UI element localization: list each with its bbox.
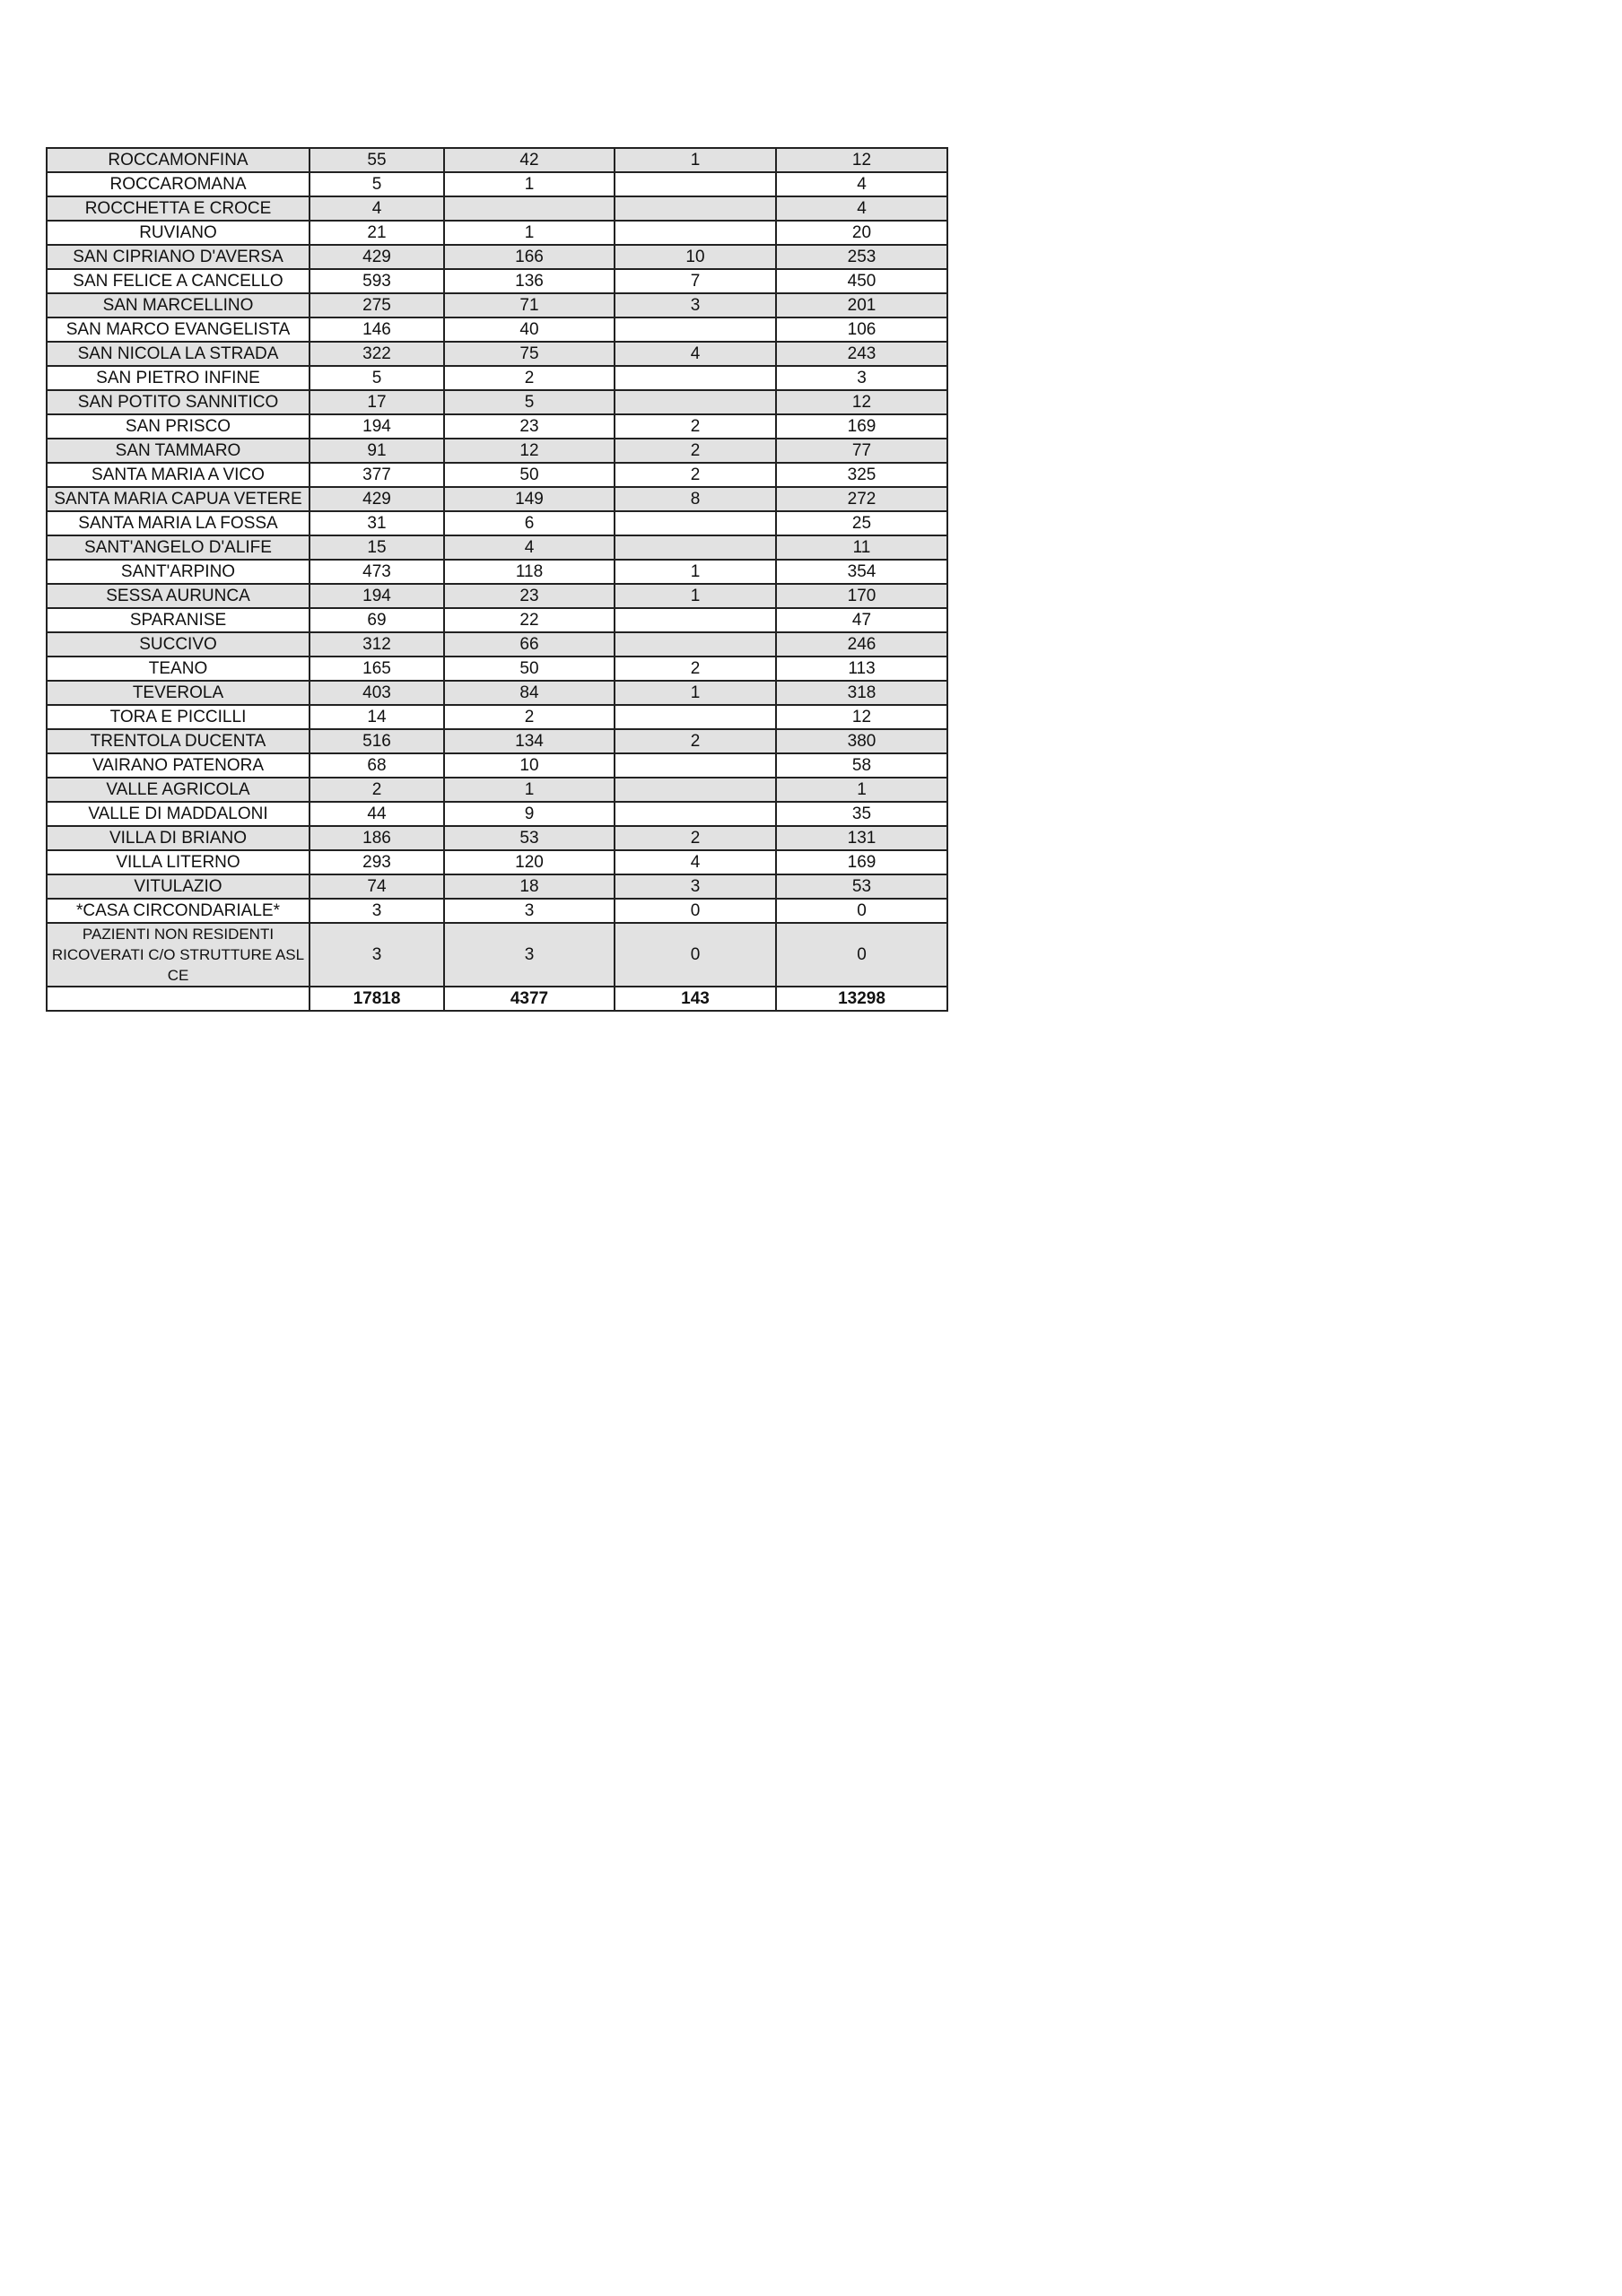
value-cell-4: 243 [776, 342, 947, 366]
value-cell-2: 66 [444, 632, 615, 657]
value-cell-2: 22 [444, 608, 615, 632]
municipality-name-cell: ROCCHETTA E CROCE [47, 196, 310, 221]
value-cell-2: 118 [444, 560, 615, 584]
table-row [47, 826, 947, 850]
value-cell-3: 2 [615, 463, 776, 487]
value-cell-4: 106 [776, 317, 947, 342]
value-cell-2: 71 [444, 293, 615, 317]
value-cell-1: 5 [310, 172, 444, 196]
value-cell-3: 2 [615, 439, 776, 463]
table-row [47, 390, 947, 414]
value-cell-4: 53 [776, 874, 947, 899]
municipality-name-cell: SAN CIPRIANO D'AVERSA [47, 245, 310, 269]
value-cell-2: 3 [444, 923, 615, 987]
value-cell-4: 272 [776, 487, 947, 511]
table-row [47, 535, 947, 560]
municipality-name-cell: SAN FELICE A CANCELLO [47, 269, 310, 293]
municipality-name-cell: SANT'ANGELO D'ALIFE [47, 535, 310, 560]
value-cell-4: 77 [776, 439, 947, 463]
value-cell-1: 15 [310, 535, 444, 560]
value-cell-3: 7 [615, 269, 776, 293]
value-cell-1: 17 [310, 390, 444, 414]
value-cell-2: 9 [444, 802, 615, 826]
value-cell-2: 120 [444, 850, 615, 874]
value-cell-1: 55 [310, 148, 444, 172]
value-cell-1: 186 [310, 826, 444, 850]
municipality-name-cell: VILLA DI BRIANO [47, 826, 310, 850]
value-cell-1: 377 [310, 463, 444, 487]
table-row [47, 778, 947, 802]
value-cell-2: 3 [444, 899, 615, 923]
value-cell-3 [615, 608, 776, 632]
table-row [47, 148, 947, 172]
municipality-name-cell: SAN POTITO SANNITICO [47, 390, 310, 414]
value-cell-2: 53 [444, 826, 615, 850]
value-cell-4: 47 [776, 608, 947, 632]
value-cell-1: 3 [310, 923, 444, 987]
value-cell-4: 12 [776, 390, 947, 414]
value-cell-2: 75 [444, 342, 615, 366]
table-row [47, 196, 947, 221]
value-cell-3: 2 [615, 826, 776, 850]
municipality-name-cell: SANTA MARIA LA FOSSA [47, 511, 310, 535]
value-cell-1: 44 [310, 802, 444, 826]
total-row [47, 987, 947, 1011]
municipality-name-cell: VALLE AGRICOLA [47, 778, 310, 802]
total-value-cell-3: 143 [615, 987, 776, 1011]
value-cell-1: 429 [310, 245, 444, 269]
value-cell-1: 4 [310, 196, 444, 221]
table-row [47, 245, 947, 269]
table-row [47, 899, 947, 923]
total-value-cell-2: 4377 [444, 987, 615, 1011]
table-row [47, 366, 947, 390]
table-row [47, 560, 947, 584]
municipality-name-cell: TRENTOLA DUCENTA [47, 729, 310, 753]
value-cell-2: 2 [444, 705, 615, 729]
table-row [47, 705, 947, 729]
municipality-name-cell: SESSA AURUNCA [47, 584, 310, 608]
municipality-name-cell: TEVEROLA [47, 681, 310, 705]
value-cell-4: 380 [776, 729, 947, 753]
table-row [47, 414, 947, 439]
value-cell-4: 11 [776, 535, 947, 560]
value-cell-2: 10 [444, 753, 615, 778]
total-value-cell-1: 17818 [310, 987, 444, 1011]
value-cell-1: 403 [310, 681, 444, 705]
value-cell-2: 12 [444, 439, 615, 463]
total-value-cell-4: 13298 [776, 987, 947, 1011]
value-cell-1: 21 [310, 221, 444, 245]
value-cell-3: 2 [615, 657, 776, 681]
table-row [47, 874, 947, 899]
value-cell-1: 429 [310, 487, 444, 511]
municipality-name-cell: PAZIENTI NON RESIDENTI RICOVERATI C/O STRUTTURE ASL CE [47, 923, 310, 987]
municipality-name-cell: SPARANISE [47, 608, 310, 632]
value-cell-4: 201 [776, 293, 947, 317]
municipality-name-cell: SAN NICOLA LA STRADA [47, 342, 310, 366]
value-cell-3: 4 [615, 850, 776, 874]
value-cell-2: 42 [444, 148, 615, 172]
value-cell-1: 14 [310, 705, 444, 729]
value-cell-1: 473 [310, 560, 444, 584]
table-row [47, 221, 947, 245]
table-row [47, 608, 947, 632]
municipality-name-cell: SANT'ARPINO [47, 560, 310, 584]
table-row [47, 269, 947, 293]
value-cell-3 [615, 196, 776, 221]
value-cell-2: 1 [444, 221, 615, 245]
value-cell-3: 1 [615, 148, 776, 172]
value-cell-2: 166 [444, 245, 615, 269]
value-cell-1: 31 [310, 511, 444, 535]
value-cell-4: 169 [776, 414, 947, 439]
table-row [47, 657, 947, 681]
municipality-name-cell: VALLE DI MADDALONI [47, 802, 310, 826]
value-cell-3: 1 [615, 681, 776, 705]
value-cell-4: 253 [776, 245, 947, 269]
municipality-cases-table [46, 147, 948, 1012]
value-cell-4: 20 [776, 221, 947, 245]
value-cell-3 [615, 632, 776, 657]
value-cell-3: 3 [615, 874, 776, 899]
municipality-name-cell: *CASA CIRCONDARIALE* [47, 899, 310, 923]
municipality-name-cell: SAN TAMMARO [47, 439, 310, 463]
value-cell-1: 194 [310, 584, 444, 608]
municipality-name-cell: SANTA MARIA CAPUA VETERE [47, 487, 310, 511]
value-cell-1: 91 [310, 439, 444, 463]
table-body [47, 148, 947, 1011]
value-cell-2: 50 [444, 463, 615, 487]
municipality-name-cell: SAN PIETRO INFINE [47, 366, 310, 390]
value-cell-2: 134 [444, 729, 615, 753]
table-row [47, 802, 947, 826]
value-cell-3: 3 [615, 293, 776, 317]
value-cell-3: 2 [615, 414, 776, 439]
value-cell-2: 18 [444, 874, 615, 899]
total-label-cell [47, 987, 310, 1011]
value-cell-4: 3 [776, 366, 947, 390]
municipality-name-cell: SANTA MARIA A VICO [47, 463, 310, 487]
value-cell-1: 516 [310, 729, 444, 753]
value-cell-2: 1 [444, 778, 615, 802]
value-cell-1: 293 [310, 850, 444, 874]
municipality-name-cell: TORA E PICCILLI [47, 705, 310, 729]
value-cell-3 [615, 317, 776, 342]
table-row [47, 729, 947, 753]
value-cell-4: 246 [776, 632, 947, 657]
table-row [47, 342, 947, 366]
value-cell-1: 146 [310, 317, 444, 342]
table-row [47, 850, 947, 874]
municipality-name-cell: VAIRANO PATENORA [47, 753, 310, 778]
value-cell-1: 194 [310, 414, 444, 439]
value-cell-1: 3 [310, 899, 444, 923]
value-cell-1: 322 [310, 342, 444, 366]
table-row [47, 511, 947, 535]
value-cell-3 [615, 366, 776, 390]
municipality-name-cell: SUCCIVO [47, 632, 310, 657]
value-cell-4: 354 [776, 560, 947, 584]
value-cell-4: 0 [776, 899, 947, 923]
table-row [47, 439, 947, 463]
value-cell-1: 68 [310, 753, 444, 778]
value-cell-4: 169 [776, 850, 947, 874]
value-cell-4: 113 [776, 657, 947, 681]
table-row [47, 753, 947, 778]
value-cell-4: 325 [776, 463, 947, 487]
value-cell-2: 2 [444, 366, 615, 390]
value-cell-1: 593 [310, 269, 444, 293]
value-cell-3: 1 [615, 584, 776, 608]
municipality-name-cell: VILLA LITERNO [47, 850, 310, 874]
value-cell-4: 450 [776, 269, 947, 293]
table-row [47, 632, 947, 657]
value-cell-3: 4 [615, 342, 776, 366]
value-cell-1: 74 [310, 874, 444, 899]
municipality-name-cell: SAN PRISCO [47, 414, 310, 439]
value-cell-4: 12 [776, 148, 947, 172]
municipality-name-cell: SAN MARCO EVANGELISTA [47, 317, 310, 342]
value-cell-3 [615, 802, 776, 826]
value-cell-4: 170 [776, 584, 947, 608]
municipality-name-cell: SAN MARCELLINO [47, 293, 310, 317]
value-cell-3: 2 [615, 729, 776, 753]
value-cell-4: 131 [776, 826, 947, 850]
value-cell-4: 12 [776, 705, 947, 729]
value-cell-2: 136 [444, 269, 615, 293]
table-row [47, 172, 947, 196]
table-row [47, 681, 947, 705]
value-cell-4: 0 [776, 923, 947, 987]
table-row [47, 293, 947, 317]
value-cell-1: 312 [310, 632, 444, 657]
value-cell-2: 1 [444, 172, 615, 196]
municipality-name-cell: ROCCAROMANA [47, 172, 310, 196]
value-cell-1: 275 [310, 293, 444, 317]
value-cell-3 [615, 511, 776, 535]
value-cell-2: 84 [444, 681, 615, 705]
value-cell-3 [615, 390, 776, 414]
value-cell-3 [615, 535, 776, 560]
value-cell-3: 8 [615, 487, 776, 511]
value-cell-1: 2 [310, 778, 444, 802]
value-cell-4: 318 [776, 681, 947, 705]
value-cell-1: 69 [310, 608, 444, 632]
value-cell-4: 35 [776, 802, 947, 826]
table-row [47, 923, 947, 987]
value-cell-2: 149 [444, 487, 615, 511]
value-cell-3 [615, 172, 776, 196]
value-cell-4: 1 [776, 778, 947, 802]
table-row [47, 463, 947, 487]
value-cell-3: 1 [615, 560, 776, 584]
value-cell-4: 4 [776, 196, 947, 221]
table-row [47, 487, 947, 511]
value-cell-2 [444, 196, 615, 221]
value-cell-3 [615, 221, 776, 245]
value-cell-2: 50 [444, 657, 615, 681]
municipality-name-cell: ROCCAMONFINA [47, 148, 310, 172]
value-cell-3 [615, 778, 776, 802]
municipality-name-cell: VITULAZIO [47, 874, 310, 899]
value-cell-1: 165 [310, 657, 444, 681]
value-cell-3: 0 [615, 899, 776, 923]
value-cell-2: 23 [444, 414, 615, 439]
value-cell-2: 5 [444, 390, 615, 414]
table-row [47, 584, 947, 608]
municipality-name-cell: TEANO [47, 657, 310, 681]
value-cell-4: 58 [776, 753, 947, 778]
value-cell-1: 5 [310, 366, 444, 390]
value-cell-2: 40 [444, 317, 615, 342]
value-cell-3 [615, 753, 776, 778]
value-cell-3: 10 [615, 245, 776, 269]
value-cell-3: 0 [615, 923, 776, 987]
municipality-name-cell: RUVIANO [47, 221, 310, 245]
value-cell-4: 4 [776, 172, 947, 196]
value-cell-4: 25 [776, 511, 947, 535]
value-cell-2: 4 [444, 535, 615, 560]
value-cell-3 [615, 705, 776, 729]
value-cell-2: 6 [444, 511, 615, 535]
value-cell-2: 23 [444, 584, 615, 608]
table-row [47, 317, 947, 342]
